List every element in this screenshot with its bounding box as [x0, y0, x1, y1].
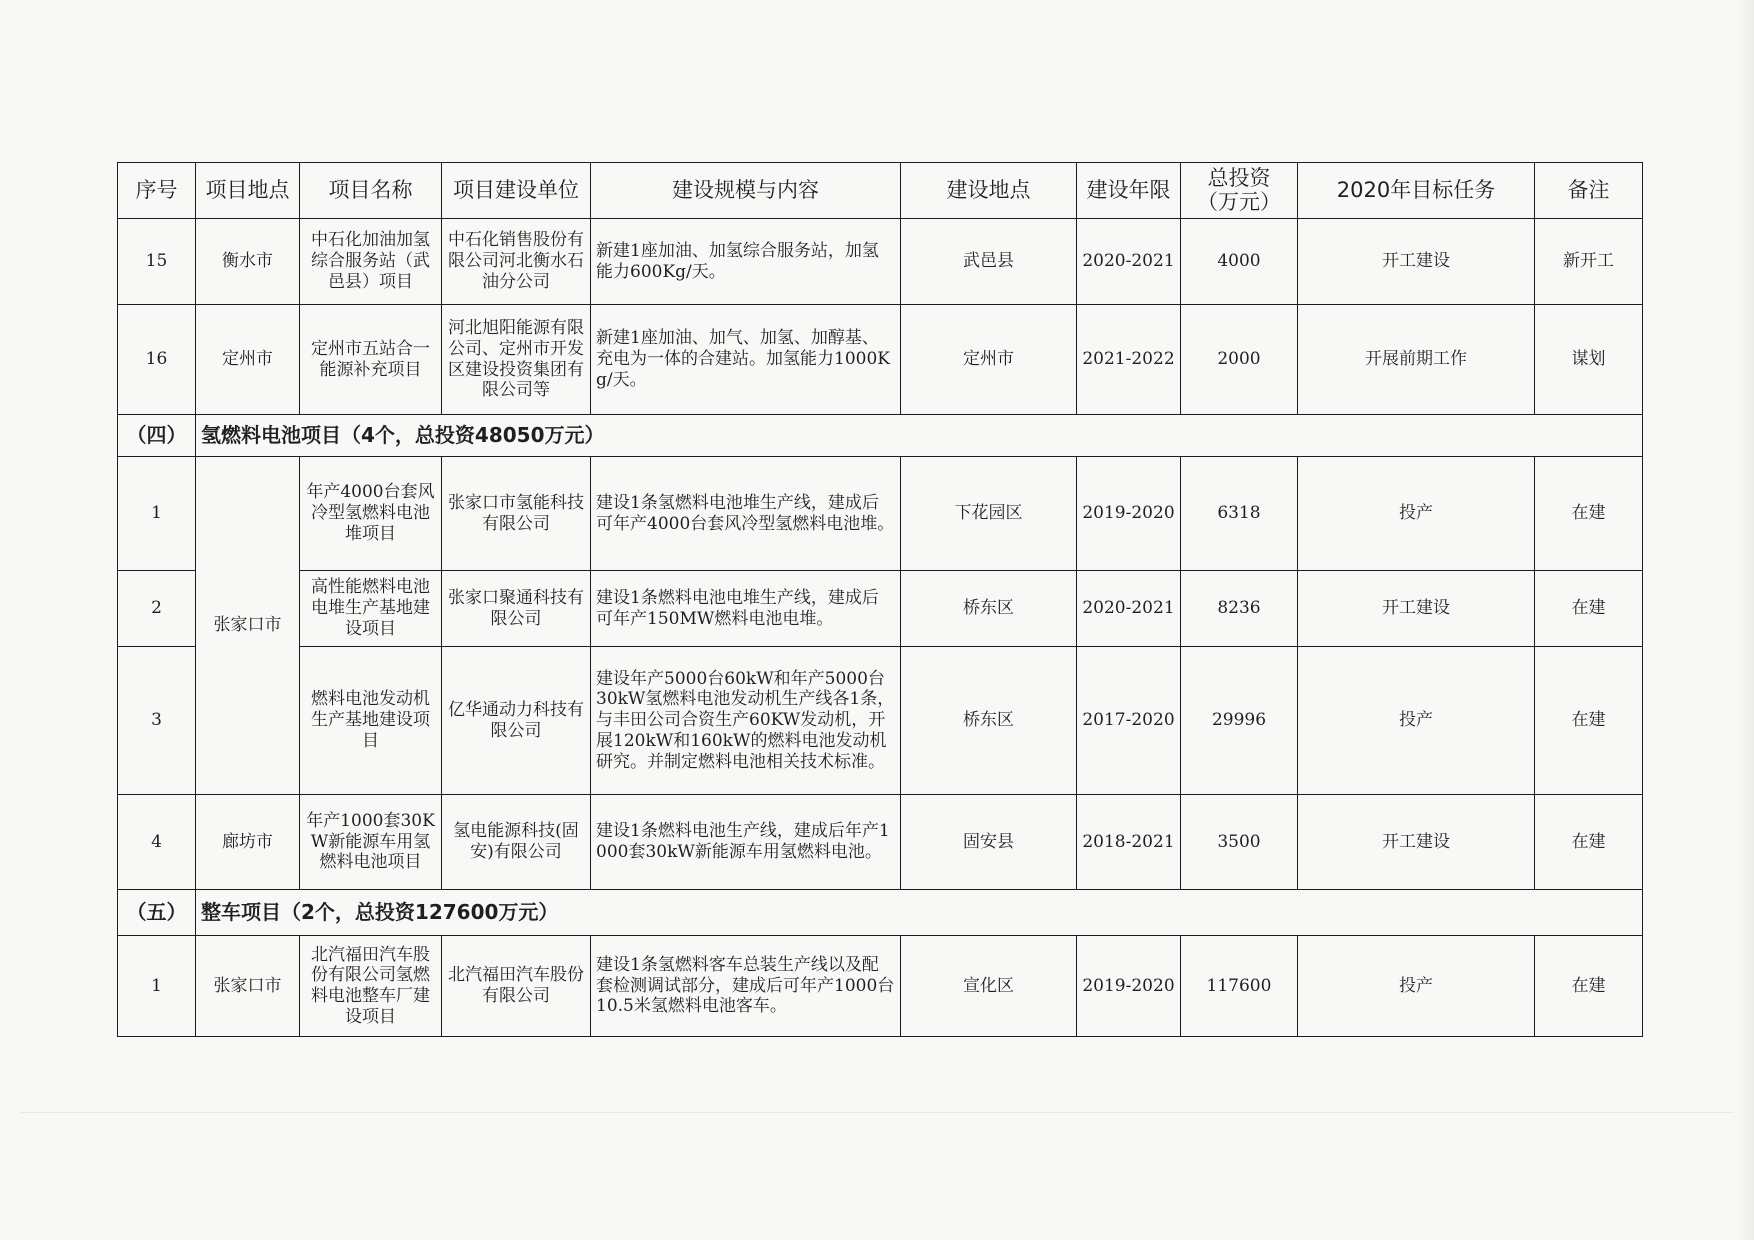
cell-location: 定州市 [196, 305, 300, 415]
cell-investment: 8236 [1181, 571, 1298, 647]
cell-unit: 亿华通动力科技有限公司 [442, 647, 591, 795]
cell-period: 2020-2021 [1077, 571, 1181, 647]
cell-target: 投产 [1298, 647, 1535, 795]
cell-investment: 3500 [1181, 795, 1298, 890]
cell-name: 北汽福田汽车股份有限公司氢燃料电池整车厂建设项目 [300, 936, 442, 1037]
section-title: 氢燃料电池项目（4个，总投资48050万元） [196, 415, 1643, 457]
section-label: （五） [118, 890, 196, 936]
cell-unit: 北汽福田汽车股份有限公司 [442, 936, 591, 1037]
cell-investment: 29996 [1181, 647, 1298, 795]
cell-investment: 117600 [1181, 936, 1298, 1037]
cell-name: 年产1000套30KW新能源车用氢燃料电池项目 [300, 795, 442, 890]
cell-site: 桥东区 [901, 571, 1077, 647]
cell-period: 2019-2020 [1077, 457, 1181, 571]
cell-site: 下花园区 [901, 457, 1077, 571]
cell-period: 2018-2021 [1077, 795, 1181, 890]
table-row [118, 571, 1643, 647]
cell-location: 张家口市 [196, 457, 300, 795]
table-row [118, 795, 1643, 890]
header-seq: 序号 [118, 163, 196, 219]
cell-unit: 张家口聚通科技有限公司 [442, 571, 591, 647]
cell-site: 宣化区 [901, 936, 1077, 1037]
cell-note: 在建 [1535, 795, 1643, 890]
cell-seq: 4 [118, 795, 196, 890]
header-target: 2020年目标任务 [1298, 163, 1535, 219]
section-title: 整车项目（2个，总投资127600万元） [196, 890, 1643, 936]
cell-name: 燃料电池发动机生产基地建设项目 [300, 647, 442, 795]
header-investment-unit: （万元） [1197, 189, 1281, 214]
table-row [118, 936, 1643, 1037]
table-row [118, 305, 1643, 415]
project-table [117, 162, 1643, 1037]
cell-name: 年产4000台套风冷型氢燃料电池堆项目 [300, 457, 442, 571]
header-investment [1181, 163, 1298, 219]
cell-content: 建设1条氢燃料电池堆生产线，建成后可年产4000台套风冷型氢燃料电池堆。 [591, 457, 901, 571]
scan-edge-right [1736, 0, 1754, 1240]
cell-content: 建设1条氢燃料客车总装生产线以及配套检测调试部分，建成后可年产1000台10.5米氢燃料电池客车。 [591, 936, 901, 1037]
cell-unit: 河北旭阳能源有限公司、定州市开发区建设投资集团有限公司等 [442, 305, 591, 415]
cell-period: 2019-2020 [1077, 936, 1181, 1037]
cell-location: 张家口市 [196, 936, 300, 1037]
cell-target: 开工建设 [1298, 571, 1535, 647]
header-period: 建设年限 [1077, 163, 1181, 219]
cell-content: 建设1条燃料电池电堆生产线，建成后可年产150MW燃料电池电堆。 [591, 571, 901, 647]
cell-note: 谋划 [1535, 305, 1643, 415]
header-investment-label: 总投资 [1207, 166, 1271, 191]
header-site: 建设地点 [901, 163, 1077, 219]
cell-target: 开工建设 [1298, 795, 1535, 890]
cell-note: 新开工 [1535, 219, 1643, 305]
table-row [118, 457, 1643, 571]
cell-content: 建设年产5000台60kW和年产5000台30kW氢燃料电池发动机生产线各1条，与丰田公司合资生产60KW发动机，开展120kW和160kW的燃料电池发动机研究。并制定燃料电池相关技术标准。 [591, 647, 901, 795]
table-row [118, 219, 1643, 305]
cell-target: 开工建设 [1298, 219, 1535, 305]
cell-seq: 3 [118, 647, 196, 795]
cell-name: 高性能燃料电池电堆生产基地建设项目 [300, 571, 442, 647]
cell-location: 衡水市 [196, 219, 300, 305]
header-note: 备注 [1535, 163, 1643, 219]
cell-unit: 中石化销售股份有限公司河北衡水石油分公司 [442, 219, 591, 305]
header-unit: 项目建设单位 [442, 163, 591, 219]
cell-note: 在建 [1535, 571, 1643, 647]
cell-investment: 4000 [1181, 219, 1298, 305]
cell-site: 定州市 [901, 305, 1077, 415]
cell-unit: 氢电能源科技(固安)有限公司 [442, 795, 591, 890]
cell-note: 在建 [1535, 936, 1643, 1037]
cell-target: 投产 [1298, 457, 1535, 571]
cell-investment: 6318 [1181, 457, 1298, 571]
cell-content: 建设1条燃料电池生产线，建成后年产1000套30kW新能源车用氢燃料电池。 [591, 795, 901, 890]
cell-note: 在建 [1535, 457, 1643, 571]
cell-seq: 2 [118, 571, 196, 647]
cell-unit: 张家口市氢能科技有限公司 [442, 457, 591, 571]
cell-content: 新建1座加油、加气、加氢、加醇基、充电为一体的合建站。加氢能力1000Kg/天。 [591, 305, 901, 415]
cell-site: 武邑县 [901, 219, 1077, 305]
cell-name: 中石化加油加氢综合服务站（武邑县）项目 [300, 219, 442, 305]
cell-seq: 1 [118, 936, 196, 1037]
cell-target: 开展前期工作 [1298, 305, 1535, 415]
table-header-row [118, 163, 1643, 219]
cell-content: 新建1座加油、加氢综合服务站，加氢能力600Kg/天。 [591, 219, 901, 305]
table-row [118, 647, 1643, 795]
cell-period: 2017-2020 [1077, 647, 1181, 795]
section-heading-row [118, 415, 1643, 457]
scan-edge-bottom [20, 1112, 1734, 1113]
cell-period: 2020-2021 [1077, 219, 1181, 305]
cell-site: 桥东区 [901, 647, 1077, 795]
cell-target: 投产 [1298, 936, 1535, 1037]
cell-seq: 15 [118, 219, 196, 305]
section-heading-row [118, 890, 1643, 936]
project-table-sheet [117, 162, 1642, 1037]
cell-investment: 2000 [1181, 305, 1298, 415]
cell-name: 定州市五站合一能源补充项目 [300, 305, 442, 415]
cell-location: 廊坊市 [196, 795, 300, 890]
cell-note: 在建 [1535, 647, 1643, 795]
cell-period: 2021-2022 [1077, 305, 1181, 415]
cell-seq: 1 [118, 457, 196, 571]
header-location: 项目地点 [196, 163, 300, 219]
header-content: 建设规模与内容 [591, 163, 901, 219]
cell-site: 固安县 [901, 795, 1077, 890]
section-label: （四） [118, 415, 196, 457]
header-name: 项目名称 [300, 163, 442, 219]
cell-seq: 16 [118, 305, 196, 415]
